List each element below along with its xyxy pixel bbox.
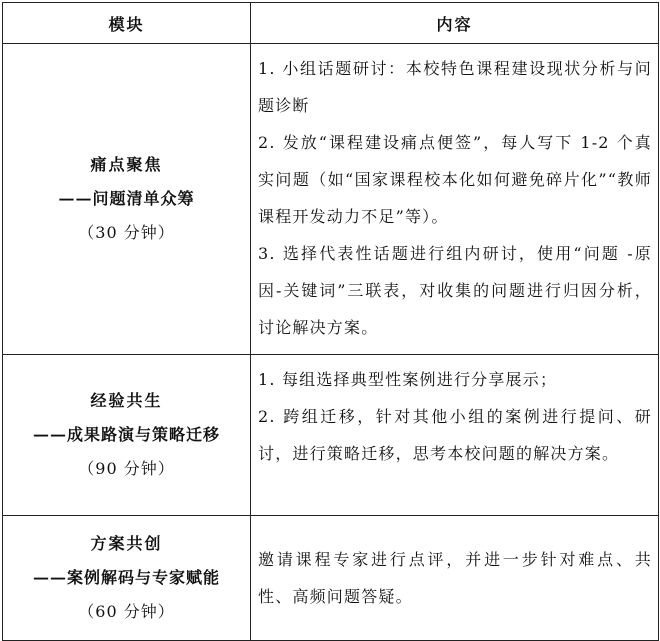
table-row: [3, 355, 659, 516]
module-subtitle: ——问题清单众筹: [58, 189, 195, 208]
table-row: [3, 516, 659, 641]
header-module: 模块: [3, 3, 251, 44]
module-cell: [3, 355, 251, 516]
module-duration: （30 分钟）: [78, 223, 175, 242]
module-cell: [3, 516, 251, 641]
module-duration: （90 分钟）: [78, 459, 175, 478]
agenda-table: [2, 2, 659, 641]
content-paragraph: 3. 选择代表性话题进行组内研讨，使用“问题 -原因-关键词”三联表，对收集的问题进行归因分析，讨论解决方案。: [258, 244, 652, 337]
module-title: 方案共创: [90, 534, 163, 553]
content-cell: [251, 355, 659, 516]
content-paragraph: 2. 发放“课程建设痛点便签”，每人写下 1-2 个真实问题（如“国家课程校本化如何避免碎片化”“教师课程开发动力不足”等）。: [258, 133, 652, 226]
content-paragraph: 邀请课程专家进行点评，并进一步针对难点、共性、高频问题答疑。: [258, 550, 652, 606]
header-row: [3, 3, 659, 44]
module-subtitle: ——案例解码与专家赋能: [32, 568, 220, 587]
content-paragraph: 2. 跨组迁移，针对其他小组的案例进行提问、研讨，进行策略迁移，思考本校问题的解决方案。: [258, 407, 652, 463]
content-paragraph: 1. 每组选择典型性案例进行分享展示；: [258, 370, 558, 389]
module-cell: [3, 44, 251, 355]
module-title: 经验共生: [90, 391, 163, 410]
content-paragraph: 1. 小组话题研讨：本校特色课程建设现状分析与问题诊断: [258, 59, 652, 115]
content-cell: [251, 44, 659, 355]
module-title: 痛点聚焦: [90, 155, 163, 174]
header-content: 内容: [251, 3, 659, 44]
table-row: [3, 44, 659, 355]
module-duration: （60 分钟）: [78, 602, 175, 621]
content-cell: [251, 516, 659, 641]
module-subtitle: ——成果路演与策略迁移: [32, 425, 220, 444]
